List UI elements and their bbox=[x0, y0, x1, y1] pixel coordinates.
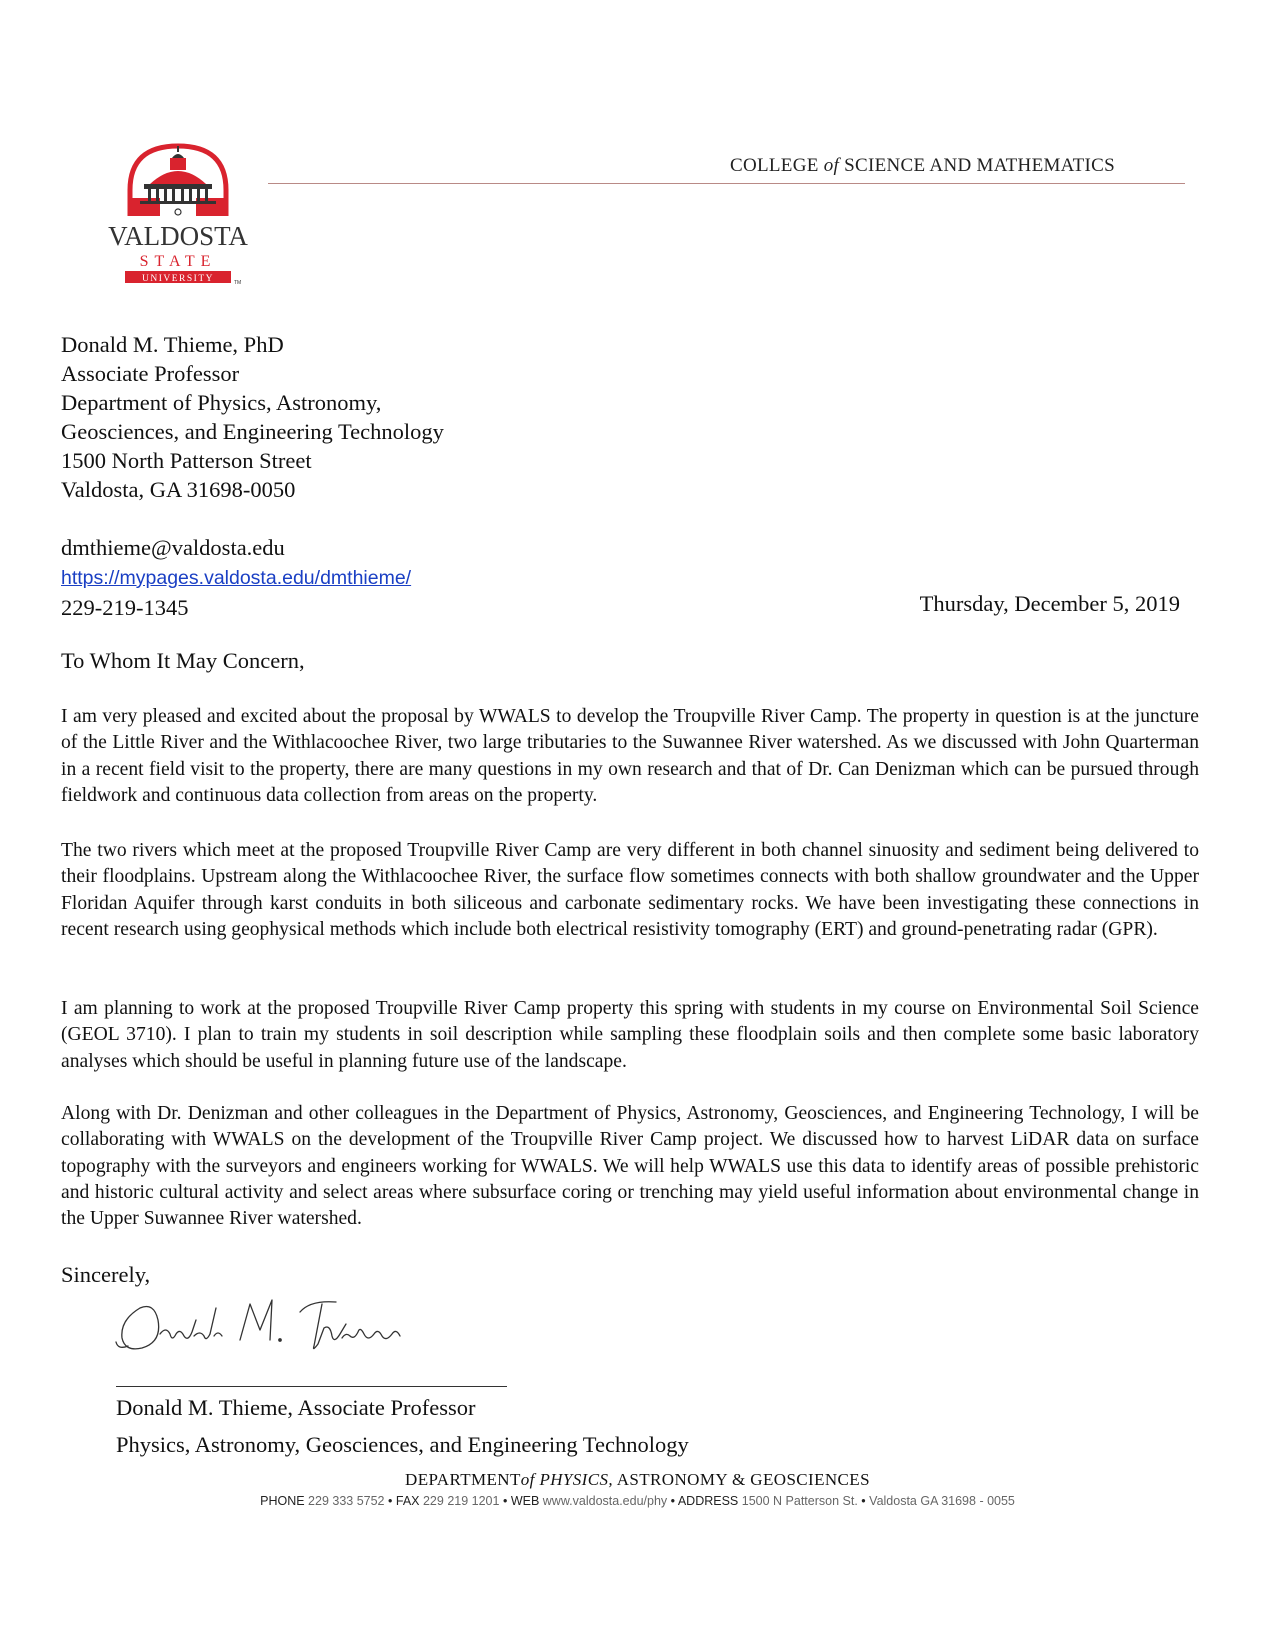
signature-line bbox=[116, 1386, 507, 1387]
closing: Sincerely, bbox=[61, 1262, 151, 1287]
college-header-part1: COLLEGE bbox=[730, 155, 819, 176]
logo-word-university: UNIVERSITY bbox=[142, 274, 214, 284]
footer-dept-word: DEPARTMENT bbox=[405, 1470, 521, 1489]
college-header bbox=[730, 155, 1115, 177]
footer-separator: • bbox=[502, 1494, 508, 1508]
footer-dept-rest: ASTRONOMY & GEOSCIENCES bbox=[616, 1470, 870, 1489]
body-paragraph-4: Along with Dr. Denizman and other colleagues in the Department of Physics, Astronomy, Geosciences, and Engineering Technology, I will be collaborating with WWALS on the development of the Troupville River Camp project. We discussed how to harvest LiDAR data on surface topography with the surveyors and engineers working for WWALS. We will help WWALS use this data to identify areas of possible prehistoric and historic cultural activity and select areas where subsurface coring or trenching may yield useful information about environmental change in the Upper Suwannee River watershed. bbox=[61, 1103, 1199, 1230]
footer-address: 1500 N Patterson St. bbox=[741, 1494, 858, 1508]
body-paragraph-1: I am very pleased and excited about the proposal by WWALS to develop the Troupville River Camp. The property in question is at the juncture of the Little River and the Withlacoochee River, two large tributaries to the Suwannee River watershed. As we discussed with John Quarterman in a recent field visit to the property, there are many questions in my own research and that of Dr. Can Denizman which can be pursued through fieldwork and continuous data collection from areas on the property. bbox=[61, 706, 1199, 806]
footer-separator: • bbox=[670, 1494, 676, 1508]
letter-date: Thursday, December 5, 2019 bbox=[919, 591, 1180, 616]
footer-web-label: WEB bbox=[510, 1494, 540, 1508]
body-paragraph-2: The two rivers which meet at the proposed Troupville River Camp are very different in both channel sinuosity and sediment being delivered to their floodplains. Upstream along the Withlacoochee River, the surface flow sometimes connects with both shallow groundwater and the Upper Floridan Aquifer through karst conduits in both siliceous and carbonate sedimentary rocks. We have been investigating these connections in recent research using geophysical methods which include both electrical resistivity tomography (ERT) and ground-penetrating radar (GPR). bbox=[61, 840, 1199, 940]
college-header-part2: SCIENCE AND MATHEMATICS bbox=[844, 155, 1115, 176]
header-divider bbox=[268, 183, 1185, 184]
signer-name-title: Donald M. Thieme, Associate Professor bbox=[116, 1395, 476, 1420]
footer-contact-line bbox=[0, 1494, 1275, 1508]
body-paragraph-3: I am planning to work at the proposed Troupville River Camp property this spring with students in my course on Environmental Soil Science (GEOL 3710). I plan to train my students in soil description while sampling these floodplain soils and then complete some basic laboratory analyses which should be useful in planning future use of the landscape. bbox=[61, 998, 1199, 1072]
footer-dept-of: of bbox=[520, 1470, 535, 1489]
footer-fax-label: FAX bbox=[395, 1494, 420, 1508]
sender-department-line1: Department of Physics, Astronomy, bbox=[61, 390, 382, 415]
footer-separator: • bbox=[388, 1494, 393, 1508]
sender-name: Donald M. Thieme, PhD bbox=[61, 332, 284, 357]
sender-street: 1500 North Patterson Street bbox=[61, 448, 312, 473]
sender-city: Valdosta, GA 31698-0050 bbox=[61, 477, 296, 502]
footer-department bbox=[0, 1470, 1275, 1490]
logo-tm: TM bbox=[234, 280, 242, 286]
sender-address-block bbox=[61, 330, 444, 504]
logo-word-state: STATE bbox=[139, 253, 217, 270]
footer-web: www.valdosta.edu/phy bbox=[542, 1494, 668, 1508]
footer-phone-label: PHONE bbox=[260, 1494, 305, 1508]
logo-word-valdosta: VALDOSTA bbox=[108, 221, 248, 251]
salutation: To Whom It May Concern, bbox=[61, 648, 305, 673]
sender-department-line2: Geosciences, and Engineering Technology bbox=[61, 419, 444, 444]
signer-department: Physics, Astronomy, Geosciences, and Engineering Technology bbox=[116, 1432, 689, 1457]
footer-phone: 229 333 5752 bbox=[308, 1494, 385, 1508]
contact-email: dmthieme@valdosta.edu bbox=[61, 535, 285, 560]
footer-address-label: ADDRESS bbox=[677, 1494, 739, 1508]
contact-phone: 229-219-1345 bbox=[61, 595, 189, 620]
footer-separator: • bbox=[861, 1494, 866, 1508]
handwritten-signature bbox=[110, 1290, 430, 1365]
footer-dept-physics: PHYSICS, bbox=[539, 1470, 614, 1489]
contact-block bbox=[61, 533, 411, 622]
footer-fax: 229 219 1201 bbox=[422, 1494, 500, 1508]
sender-title: Associate Professor bbox=[61, 361, 240, 386]
valdosta-state-logo bbox=[98, 138, 258, 298]
website-link[interactable]: https://mypages.valdosta.edu/dmthieme/ bbox=[61, 567, 412, 589]
footer-city: Valdosta GA 31698 - 0055 bbox=[869, 1494, 1015, 1508]
college-header-of: of bbox=[823, 155, 840, 176]
